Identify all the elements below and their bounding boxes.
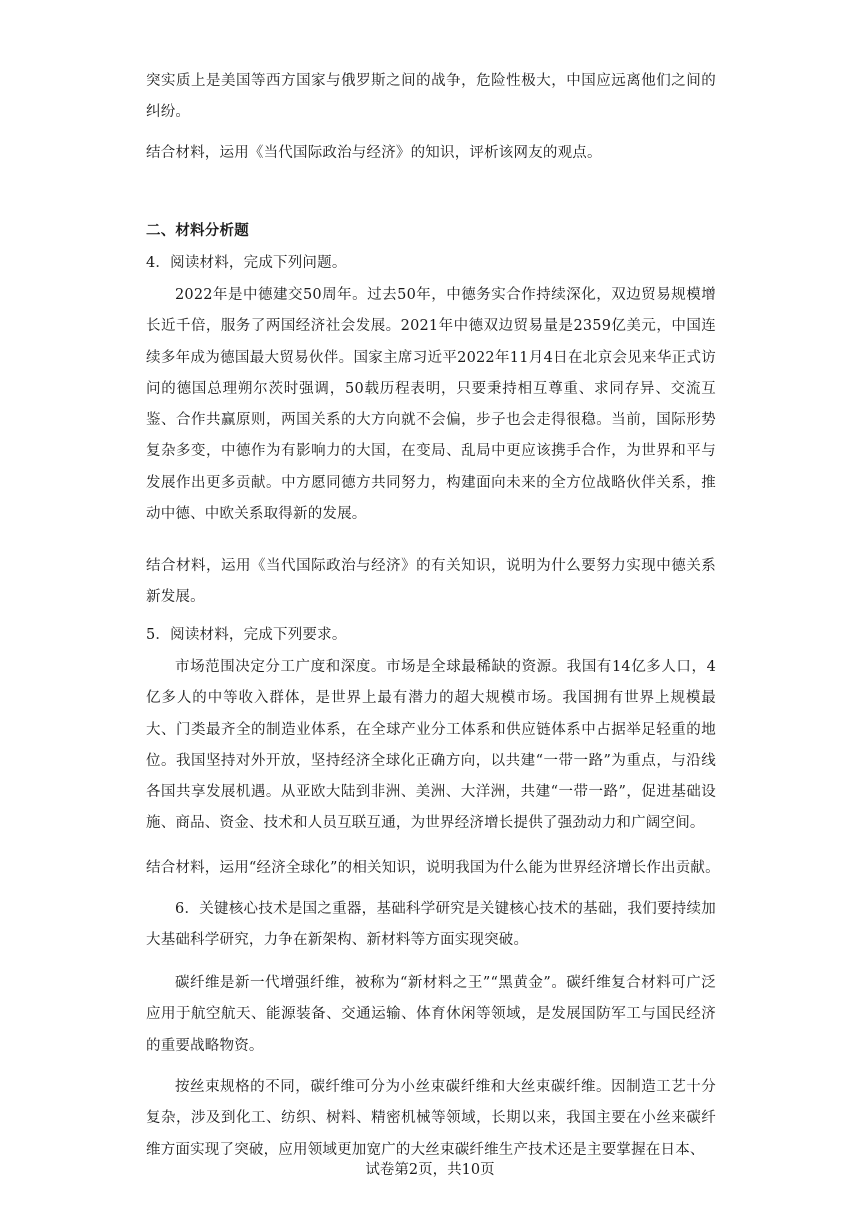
page-footer: 试卷第2页，共10页 [365, 1162, 495, 1178]
q5-stem: 5．阅读材料，完成下列要求。 [146, 627, 347, 643]
q4-prompt: 结合材料，运用《当代国际政治与经济》的有关知识，说明为什么要努力实现中德关系新发展。 [146, 558, 716, 606]
q4-stem: 4．阅读材料，完成下列问题。 [146, 255, 347, 271]
q5-prompt: 结合材料，运用“经济全球化”的相关知识，说明我国为什么能为世界经济增长作出贡献。 [146, 860, 720, 876]
q5-material: 市场范围决定分工广度和深度。市场是全球最稀缺的资源。我国有14亿多人口，4亿多人的中等收入群体，是世界上最有潜力的超大规模市场。我国拥有世界上规模最大、门类最齐全的制造业体系，在全球产业分工体系和供应链体系中占据举足轻重的地位。我国坚持对外开放，坚持经济全球化正确方向，以共建“一带一路”为重点，与沿线各国共享发展机遇。从亚欧大陆到非洲、美洲、大洋洲，共建“一带一路”，促进基础设施、商品、资金、技术和人员互联互通，为世界经济增长提供了强劲动力和广阔空间。 [146, 659, 716, 832]
section-title: 二、材料分析题 [146, 222, 249, 239]
q4-material: 2022年是中德建交50周年。过去50年，中德务实合作持续深化，双边贸易规模增长近千倍，服务了两国经济社会发展。2021年中德双边贸易量是2359亿美元，中国连续多年成为德国最大贸易伙伴。国家主席习近平2022年11月4日在北京会见来华正式访问的德国总理朔尔茨时强调，50载历程表明，只要秉持相互尊重、求同存异、交流互鉴、合作共赢原则，两国关系的大方向就不会偏，步子也会走得很稳。当前，国际形势复杂多变，中德作为有影响力的大国，在变局、乱局中更应该携手合作，为世界和平与发展作出更多贡献。中方愿同德方共同努力，构建面向未来的全方位战略伙伴关系，推动中德、中欧关系取得新的发展。 [146, 287, 716, 523]
q6-paragraph-3: 按丝束规格的不同，碳纤维可分为小丝束碳纤维和大丝束碳纤维。因制造工艺十分复杂，涉及到化工、纺织、树料、精密机械等领域，长期以来，我国主要在小丝来碳纤维方面实现了突破，应用领域更加宽广的大丝束碳纤维生产技术还是主要掌握在日本、 [146, 1079, 716, 1158]
q6-paragraph-1: 6．关键核心技术是国之重器，基础科学研究是关键核心技术的基础，我们要持续加大基础科学研究，力争在新架构、新材料等方面实现突破。 [146, 901, 716, 949]
q3-prompt: 结合材料，运用《当代国际政治与经济》的知识，评析该网友的观点。 [146, 145, 602, 161]
q3-tail-text: 突实质上是美国等西方国家与俄罗斯之间的战争，危险性极大，中国应远离他们之间的纠纷。 [146, 73, 716, 121]
q6-paragraph-2: 碳纤维是新一代增强纤维，被称为“新材料之王”“黑黄金”。碳纤维复合材料可广泛应用于航空航天、能源装备、交通运输、体育休闲等领域，是发展国防军工与国民经济的重要战略物资。 [146, 975, 716, 1054]
